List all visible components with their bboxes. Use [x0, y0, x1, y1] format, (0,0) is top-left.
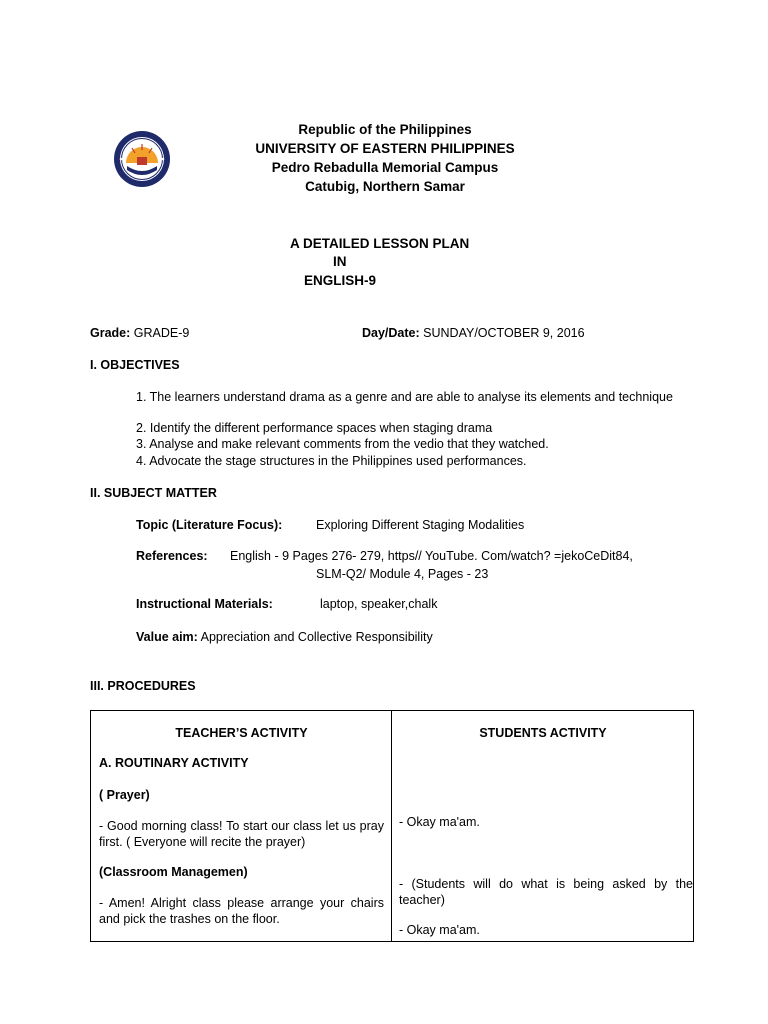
procedures-table	[90, 710, 694, 942]
topic-label: Topic (Literature Focus):	[136, 518, 283, 532]
title-line1: A DETAILED LESSON PLAN	[290, 236, 470, 251]
teacher-column-header: TEACHER’S ACTIVITY	[175, 726, 308, 740]
date-label: Day/Date:	[362, 326, 420, 340]
materials-value: laptop, speaker,chalk	[320, 597, 438, 611]
references-line2: SLM-Q2/ Module 4, Pages - 23	[316, 567, 489, 581]
classroom-label: (Classroom Managemen)	[99, 865, 248, 879]
objective-item-3: 3. Analyse and make relevant comments from the vedio that they watched.	[136, 437, 549, 451]
students-column	[392, 711, 694, 942]
student-response-3: - Okay ma'am.	[399, 923, 480, 937]
topic-value: Exploring Different Staging Modalities	[316, 518, 525, 532]
references-label: References:	[136, 549, 208, 563]
objective-item-4: 4. Advocate the stage structures in the Philippines used performances.	[136, 454, 527, 468]
date-row	[362, 326, 585, 340]
title-line3: ENGLISH-9	[304, 273, 377, 288]
value-aim-value: Appreciation and Collective Responsibility	[200, 630, 433, 644]
grade-value: GRADE-9	[133, 326, 190, 340]
student-response-2: - (Students will do what is being asked by the teacher)	[399, 877, 693, 907]
teacher-classroom-text: - Amen! Alright class please arrange your chairs and pick the trashes on the floor.	[99, 896, 384, 926]
grade-label: Grade:	[90, 326, 131, 340]
value-aim-label: Value aim:	[136, 630, 198, 644]
prayer-label: ( Prayer)	[99, 788, 150, 802]
header-republic: Republic of the Philippines	[298, 122, 472, 137]
header-university: UNIVERSITY OF EASTERN PHILIPPINES	[255, 141, 515, 156]
procedures-heading: III. PROCEDURES	[90, 679, 196, 693]
grade-row	[90, 326, 189, 340]
subject-matter-heading: II. SUBJECT MATTER	[90, 486, 217, 500]
teacher-prayer-text: - Good morning class! To start our class let us pray first. ( Everyone will recite the prayer)	[99, 819, 384, 849]
date-value: SUNDAY/OCTOBER 9, 2016	[423, 326, 585, 340]
references-line1: English - 9 Pages 276- 279, https// YouTube. Com/watch? =jekoCeDit84,	[230, 549, 633, 563]
students-column-header: STUDENTS ACTIVITY	[479, 726, 607, 740]
materials-label: Instructional Materials:	[136, 597, 273, 611]
teacher-column	[91, 711, 392, 942]
header-campus: Pedro Rebadulla Memorial Campus	[271, 160, 499, 175]
university-seal-icon	[113, 130, 171, 188]
objective-item-1: 1. The learners understand drama as a genre and are able to analyse its elements and technique	[136, 390, 673, 404]
objectives-heading: I. OBJECTIVES	[90, 358, 180, 372]
header-location: Catubig, Northern Samar	[305, 179, 465, 194]
value-aim-row	[136, 630, 433, 644]
routinary-heading: A. ROUTINARY ACTIVITY	[99, 756, 249, 770]
objective-item-2: 2. Identify the different performance spaces when staging drama	[136, 421, 493, 435]
title-line2: IN	[333, 254, 347, 269]
student-response-1: - Okay ma'am.	[399, 815, 480, 829]
